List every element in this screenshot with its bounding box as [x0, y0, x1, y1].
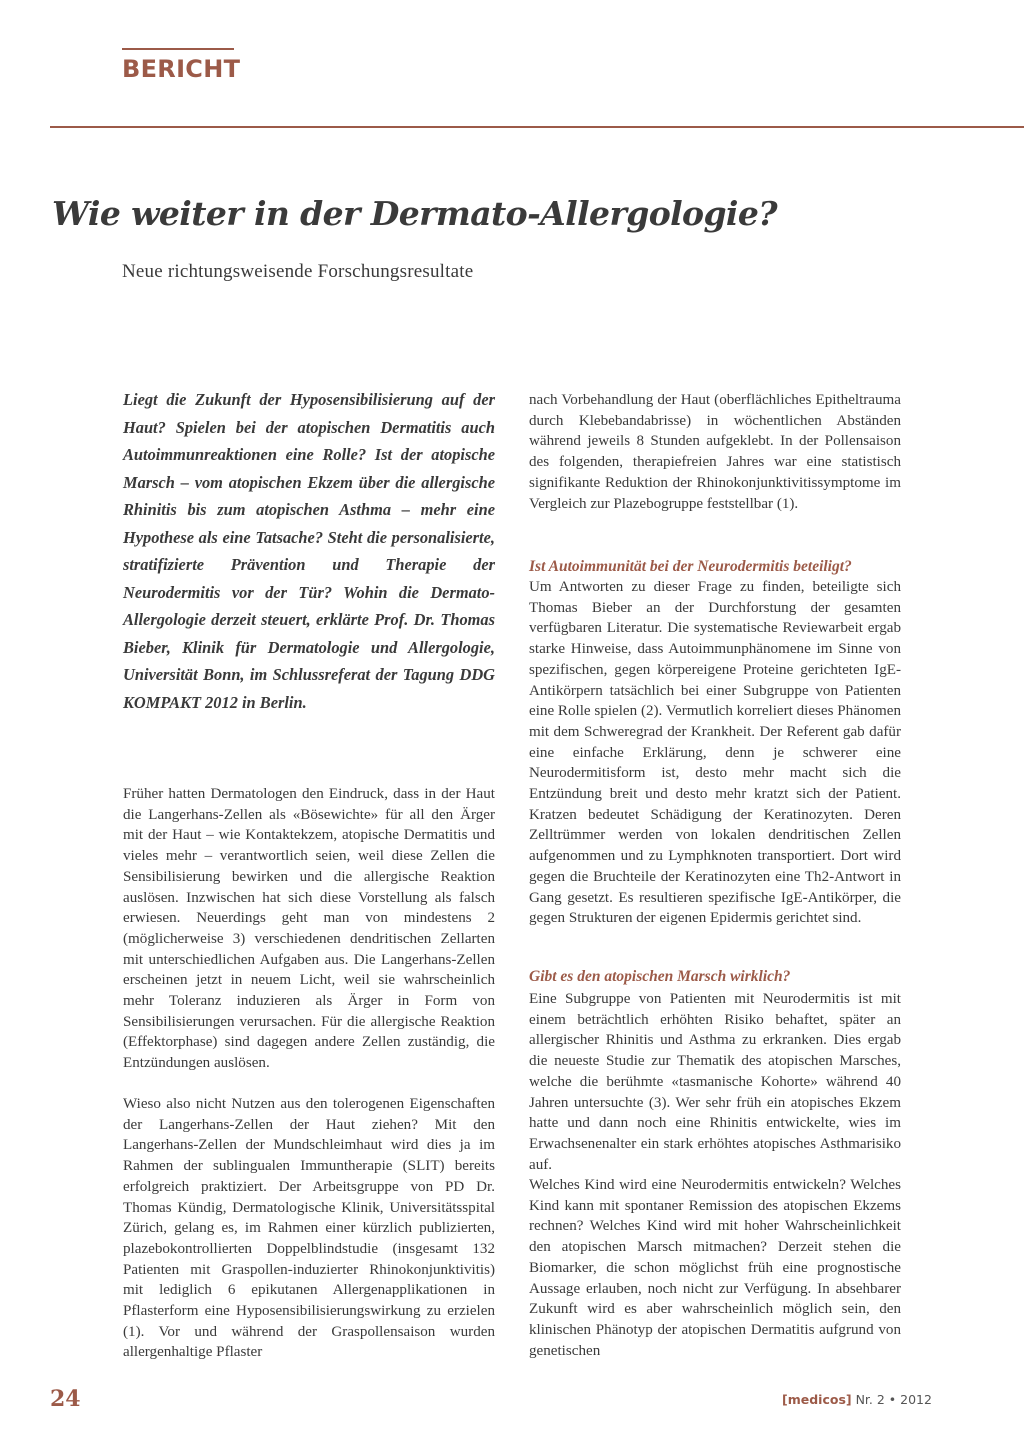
magazine-name: [medicos]: [782, 1392, 852, 1407]
article-lead: Liegt die Zukunft der Hyposensibilisierung auf der Haut? Spielen bei der atopischen Dermatitis auch Autoimmunreaktionen eine Rolle? Ist der atopische Marsch – vom atopischen Ekzem über die allergische Rhinitis bis zum atopischen Asthma – mehr eine Hypothese als eine Tatsache? Steht die personalisierte, stratifizierte Prävention und Therapie der Neurodermitis vor der Tür? Wohin die Dermato-Allergologie derzeit steuert, erklärte Prof. Dr. Thomas Bieber, Klinik für Dermatologie und Allergologie, Universität Bonn, im Schlussreferat der Tagung DDG KOMPAKT 2012 in Berlin.: [123, 390, 495, 712]
right-paragraph-3: Eine Subgruppe von Patienten mit Neurodermitis ist mit einem beträchtlich erhöhten Risiko behaftet, später an allergischer Rhinitis und Asthma zu erkranken. Dies ergab die neueste Studie zur Thematik des atopischen Marsches, welche die berühmte «tasmanische Kohorte» während 40 Jahren untersuchte (3). Wer sehr früh ein atopisches Ekzem hatte und dann noch eine Rhinitis entwickelte, wies im Erwachsenenalter ein stark erhöhtes atopisches Asthmarisiko auf.: [529, 991, 901, 1173]
right-paragraph-1: nach Vorbehandlung der Haut (oberflächliches Epitheltrauma durch Klebebandabrisse) in wöchentlichen Abständen während jeweils 8 Stunden aufgeklebt. In der Pollensaison des folgenden, therapiefreien Jahres war eine statistisch signifikante Reduktion der Rhinokonjunktivitissymptome im Vergleich zur Plazebogruppe feststellbar (1).: [529, 392, 901, 512]
right-paragraph-4: Welches Kind wird eine Neurodermitis entwickeln? Welches Kind kann mit spontaner Remission des atopischen Ekzems rechnen? Welches Kind wird mit hoher Wahrscheinlichkeit den atopischen Marsch mitmachen? Derzeit stehen die Biomarker, die schon möglichst früh eine prognostische Aussage erlauben, noch nicht zur Verfügung. In absehbarer Zukunft wird es aber wahrscheinlich möglich sein, den klinischen Phänotyp der atopischen Dermatitis aufgrund von genetischen: [529, 1177, 901, 1359]
article-subtitle: Neue richtungsweisende Forschungsresultate: [122, 261, 474, 282]
section-label: BERICHT: [122, 55, 241, 83]
subheading-atopic-march: Gibt es den atopischen Marsch wirklich?: [529, 968, 791, 985]
header-divider: [50, 126, 1024, 128]
page-number: 24: [50, 1386, 81, 1412]
issue-info: Nr. 2 • 2012: [851, 1392, 932, 1407]
article-title: Wie weiter in der Dermato-Allergologie?: [52, 194, 777, 233]
subheading-autoimmunity: Ist Autoimmunität bei der Neurodermitis beteiligt?: [529, 558, 852, 575]
right-paragraph-2: Um Antworten zu dieser Frage zu finden, beteiligte sich Thomas Bieber an der Durchforstung der gesamten verfügbaren Literatur. Die systematische Reviewarbeit ergab starke Hinweise, dass Autoimmunphänomene im Sinne von spezifischen, gegen körpereigene Proteine gerichteten IgE-Antikörpern tatsächlich bei einer Subgruppe von Patienten eine Rolle spielen (2). Vermutlich korreliert dieses Phänomen mit dem Schweregrad der Krankheit. Der Referent gab dafür eine einfache Erklärung, denn je schwerer eine Neurodermitisform ist, desto mehr macht sich die Entzündung breit und desto mehr kratzt sich der Patient. Kratzen bedeutet Schädigung der Keratinozyten. Deren Zelltrümmer werden von lokalen dendritischen Zellen aufgenommen und zu Lymphknoten transportiert. Dort wird gegen die Bruchteile der Keratinozyten eine Th2-Antwort in Gang gesetzt. Es resultieren spezifische IgE-Antikörper, die gegen Strukturen der eigenen Epidermis gerichtet sind.: [529, 579, 901, 927]
header-top-rule: [122, 48, 234, 50]
left-paragraph-1: Früher hatten Dermatologen den Eindruck, dass in der Haut die Langerhans-Zellen als «Bösewichte» für all den Ärger mit der Haut – wie Kontaktekzem, atopische Dermatitis und vieles mehr – verantwortlich seien, weil diese Zellen die Sensibilisierung bewirken und die allergische Reaktion auslösen. Inzwischen hat sich diese Vorstellung als falsch erwiesen. Neuerdings geht man von mindestens 2 (möglicherweise 3) verschiedenen dendritischen Zellarten mit unterschiedlichen Aufgaben aus. Die Langerhans-Zellen erscheinen jetzt in neuem Licht, weil sie wahrscheinlich mehr Toleranz induzieren als Ärger in Form von Sensibilisierungen verursachen. Für die allergische Reaktion (Effektorphase) sind dagegen andere Zellen zuständig, die Entzündungen auslösen.: [123, 786, 495, 1072]
left-paragraph-2: Wieso also nicht Nutzen aus den tolerogenen Eigenschaften der Langerhans-Zellen der Haut ziehen? Mit den Langerhans-Zellen der Mundschleimhaut wird dies ja im Rahmen der sublingualen Immuntherapie (SLIT) bereits erfolgreich praktiziert. Der Arbeitsgruppe von PD Dr. Thomas Kündig, Dermatologische Klinik, Universitätsspital Zürich, gelang es, im Rahmen einer kürzlich publizierten, plazebokontrollierten Doppelblindstudie (insgesamt 132 Patienten mit Graspollen-induzierter Rhinokonjunktivitis) mit lediglich 6 epikutanen Allergenapplikationen in Pflasterform eine Hyposensibilisierungswirkung zu erzielen (1). Vor und während der Graspollensaison wurden allergenhaltige Pflaster: [123, 1096, 495, 1361]
footer-magazine-info: [782, 1391, 932, 1409]
